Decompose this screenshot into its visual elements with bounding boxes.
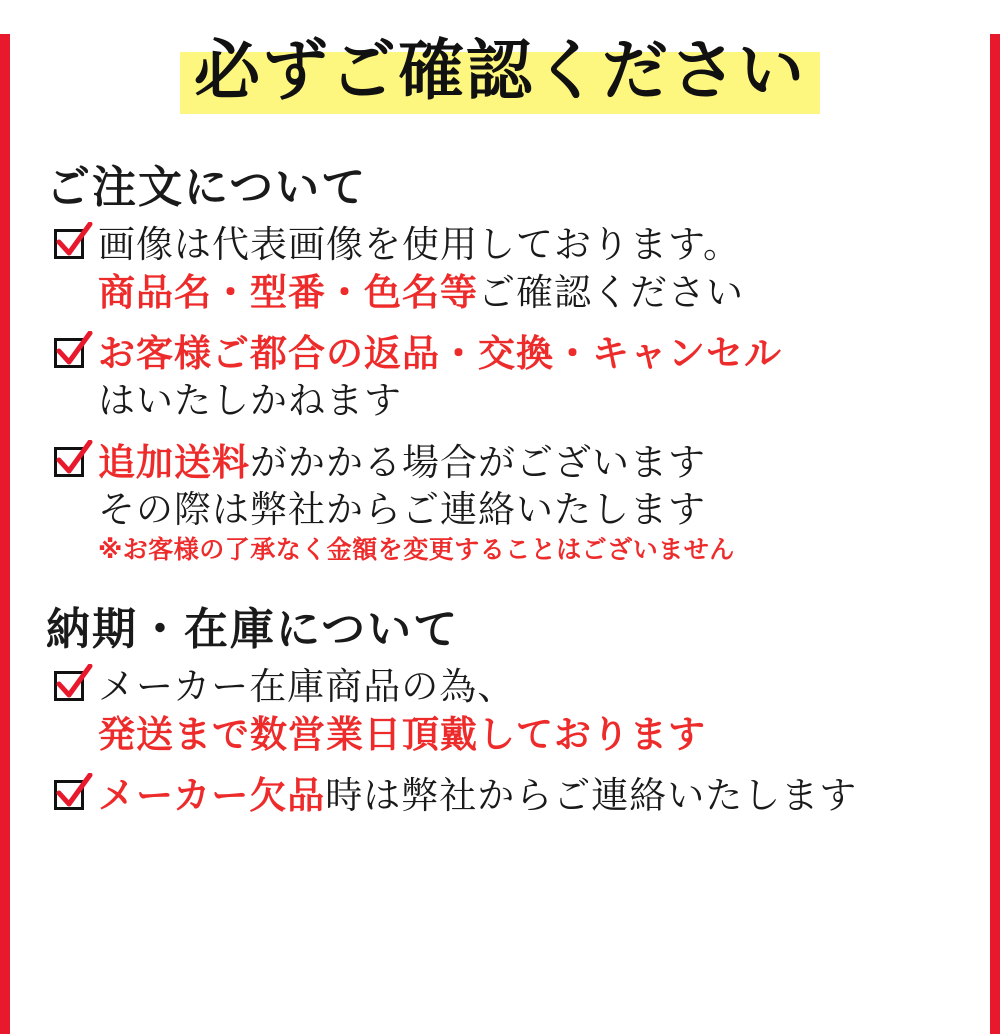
page-title (180, 34, 820, 111)
section-order (10, 151, 990, 567)
text-line (98, 377, 990, 424)
text-segment: 発送まで数営業日頂戴しております (98, 712, 706, 756)
text-segment: 画像は代表画像を使用しております。 (98, 223, 742, 267)
text-line (98, 711, 990, 758)
title-text: 必ずご確認ください (194, 32, 806, 109)
text-segment: ご確認ください (478, 270, 744, 314)
list-item (54, 663, 990, 758)
text-line (98, 486, 990, 533)
list-item (54, 221, 990, 316)
notice-page (0, 34, 1000, 1034)
text-segment: 商品名・型番・色名等 (98, 270, 478, 314)
list-item-text (98, 663, 990, 758)
text-segment: メーカー欠品 (98, 773, 326, 817)
text-segment: はいたしかねます (98, 379, 402, 423)
text-segment: 追加送料 (98, 440, 250, 484)
text-segment: 時は弊社からご連絡いたします (325, 773, 858, 817)
checkbox-checked-icon (54, 229, 90, 265)
text-segment: その際は弊社からご連絡いたします (98, 488, 706, 532)
checkbox-checked-icon (54, 447, 90, 483)
text-line (98, 221, 990, 268)
notice-content (10, 34, 990, 1034)
text-segment: お客様ご都合の返品・交換・キャンセル (98, 332, 782, 376)
text-line (98, 439, 990, 486)
checkbox-checked-icon (54, 671, 90, 707)
checkbox-checked-icon (54, 338, 90, 374)
section-heading-order: ご注文について (46, 162, 368, 214)
text-line-note (98, 533, 990, 567)
text-line (98, 269, 990, 316)
text-line (98, 663, 990, 710)
order-items-list (10, 221, 990, 567)
checkbox-checked-icon (54, 780, 90, 816)
list-item (54, 439, 990, 567)
list-item-text (98, 330, 990, 425)
title-container (10, 34, 990, 111)
list-item (54, 330, 990, 425)
text-segment: メーカー在庫商品の為、 (98, 665, 516, 709)
list-item (54, 772, 990, 819)
text-line (98, 330, 990, 377)
list-item-text (98, 221, 990, 316)
text-segment: ※お客様の了承なく金額を変更することはございません (98, 535, 735, 565)
list-item-text (98, 772, 990, 819)
section-delivery (10, 593, 990, 819)
list-item-text (98, 439, 990, 567)
text-segment: がかかる場合がございます (250, 440, 706, 484)
section-heading-delivery: 納期・在庫について (46, 604, 460, 656)
text-line (98, 772, 990, 819)
delivery-items-list (10, 663, 990, 819)
